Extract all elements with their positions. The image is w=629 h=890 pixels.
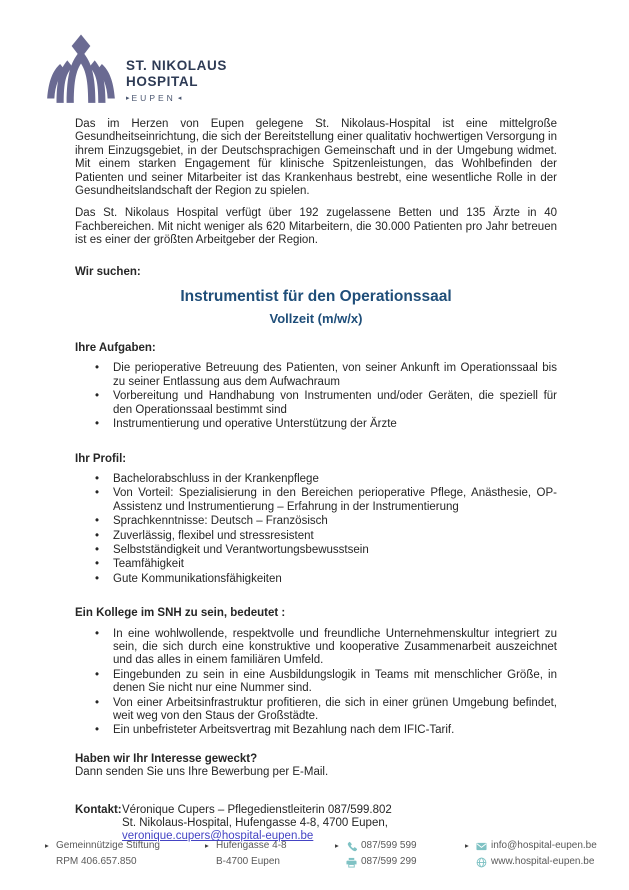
footer-col-address bbox=[205, 838, 287, 870]
footer-foundation-name: Gemeinnützige Stiftung bbox=[56, 840, 160, 851]
footer-email: info@hospital-eupen.be bbox=[491, 840, 597, 851]
list-item: • Sprachkenntnisse: Deutsch – Französisch bbox=[75, 515, 557, 528]
footer-fax-number: 087/599 299 bbox=[361, 856, 417, 867]
globe-icon bbox=[476, 857, 491, 868]
logo-name-line2: HOSPITAL bbox=[126, 73, 199, 89]
aufgaben-list bbox=[75, 362, 557, 431]
profil-list bbox=[75, 473, 557, 586]
hospital-logo-icon bbox=[45, 33, 117, 105]
list-item: • Gute Kommunikationsfähigkeiten bbox=[75, 573, 557, 586]
footer-arrow-icon: ▸ bbox=[205, 841, 209, 850]
we-search-label: Wir suchen: bbox=[75, 265, 141, 278]
interest-heading: Haben wir Ihr Interesse geweckt? bbox=[75, 752, 258, 765]
footer-arrow-icon: ▸ bbox=[335, 841, 339, 850]
footer-city: B-4700 Eupen bbox=[216, 856, 280, 867]
contact-label: Kontakt: bbox=[75, 803, 122, 816]
footer-arrow-icon: ▸ bbox=[465, 841, 469, 850]
list-item: • Eingebunden zu sein in eine Ausbildungslogik in Teams mit menschlicher Größe, in denen Sie nicht nur eine Nummer sind. bbox=[75, 669, 557, 696]
footer-col-foundation bbox=[45, 838, 160, 870]
fax-icon bbox=[346, 857, 361, 868]
section-heading-profil: Ihr Profil: bbox=[75, 452, 127, 465]
list-item: • Von einer Arbeitsinfrastruktur profitieren, die sich in einer grünen Umgebung befindet, weit weg von den Staus der Großstädte. bbox=[75, 697, 557, 724]
kollege-list bbox=[75, 628, 557, 738]
arrow-left-icon: ◂ bbox=[177, 94, 182, 102]
list-item: • Selbstständigkeit und Verantwortungsbewusstsein bbox=[75, 544, 557, 557]
section-heading-kollege: Ein Kollege im SNH zu sein, bedeutet : bbox=[75, 607, 286, 620]
hospital-logo bbox=[45, 33, 227, 105]
logo-name-line1: ST. NIKOLAUS bbox=[126, 57, 227, 73]
list-item: • Von Vorteil: Spezialisierung in den Bereichen perioperative Pflege, Anästhesie, OP-Assistenz und Instrumentierung – Erfahrung in der Instrumentierung bbox=[75, 487, 557, 514]
footer-col-online bbox=[465, 838, 597, 870]
list-item: • Zuverlässig, flexibel und stressresistent bbox=[75, 530, 557, 543]
list-item: • Instrumentierung und operative Unterstützung der Ärzte bbox=[75, 418, 557, 431]
contact-line-2: St. Nikolaus-Hospital, Hufengasse 4-8, 4700 Eupen, bbox=[122, 817, 388, 830]
job-title: Instrumentist für den Operationssaal bbox=[180, 288, 452, 306]
footer-rpm-number: RPM 406.657.850 bbox=[56, 856, 137, 867]
page-footer bbox=[0, 838, 629, 882]
footer-arrow-icon: ▸ bbox=[45, 841, 49, 850]
intro-paragraph-2: Das St. Nikolaus Hospital verfügt über 192 zugelassene Betten und 135 Ärzte in 40 Fachbereichen. Mit nicht weniger als 620 Mitarbeitern, die 30.000 Patienten pro Jahr betreuen ist es einer der größten Arbeitgeber der Region. bbox=[75, 207, 557, 247]
list-item: • Teamfähigkeit bbox=[75, 558, 557, 571]
logo-city bbox=[126, 93, 227, 103]
contact-line-1: Véronique Cupers – Pflegedienstleiterin 087/599.802 bbox=[122, 803, 392, 816]
list-item: • Bachelorabschluss in der Krankenpflege bbox=[75, 473, 557, 486]
list-item: • Ein unbefristeter Arbeitsvertrag mit Bezahlung nach dem IFIC-Tarif. bbox=[75, 724, 557, 737]
list-item: • Die perioperative Betreuung des Patienten, von seiner Ankunft im Operationssaal bis zu seiner Entlassung aus dem Aufwachraum bbox=[75, 362, 557, 389]
footer-website: www.hospital-eupen.be bbox=[491, 856, 595, 867]
document-body bbox=[75, 118, 557, 844]
arrow-right-icon: ▸ bbox=[126, 94, 130, 102]
job-subtitle: Vollzeit (m/w/x) bbox=[269, 311, 363, 327]
contact-email-link[interactable]: veronique.cupers@hospital-eupen.be bbox=[122, 830, 314, 843]
list-item: • In eine wohlwollende, respektvolle und freundliche Unternehmenskultur integriert zu sein, die sich durch eine konstruktive und kooperative Zusammenarbeit auszeichnet und das alles in einem familiären Umfeld. bbox=[75, 628, 557, 668]
interest-text: Dann senden Sie uns Ihre Bewerbung per E-Mail. bbox=[75, 766, 329, 779]
section-heading-aufgaben: Ihre Aufgaben: bbox=[75, 342, 156, 355]
hospital-logo-text bbox=[126, 36, 227, 103]
footer-col-phone bbox=[335, 838, 417, 870]
footer-phone-number: 087/599 599 bbox=[361, 840, 417, 851]
footer-street: Hufengasse 4-8 bbox=[216, 840, 287, 851]
list-item: • Vorbereitung und Handhabung von Instrumenten und/oder Geräten, die speziell für den Operationssaal bestimmt sind bbox=[75, 390, 557, 417]
logo-city-label: EUPEN bbox=[131, 92, 176, 103]
phone-icon bbox=[346, 841, 361, 852]
envelope-icon bbox=[476, 841, 491, 852]
intro-paragraph-1: Das im Herzen von Eupen gelegene St. Nikolaus-Hospital ist eine mittelgroße Gesundheitseinrichtung, die sich der Bereitstellung einer qualitativ hochwertigen Versorgung in ihrem Einzugsgebiet, in der Deutschsprachigen Gemeinschaft und in der Umgebung widmet. Mit einem starken Engagement für klinische Spitzenleistungen, das Wohlbefinden der Patienten und seiner Mitarbeiter ist das Krankenhaus bestrebt, eine wesentliche Rolle in der Gesundheitslandschaft der Region zu spielen. bbox=[75, 118, 558, 198]
